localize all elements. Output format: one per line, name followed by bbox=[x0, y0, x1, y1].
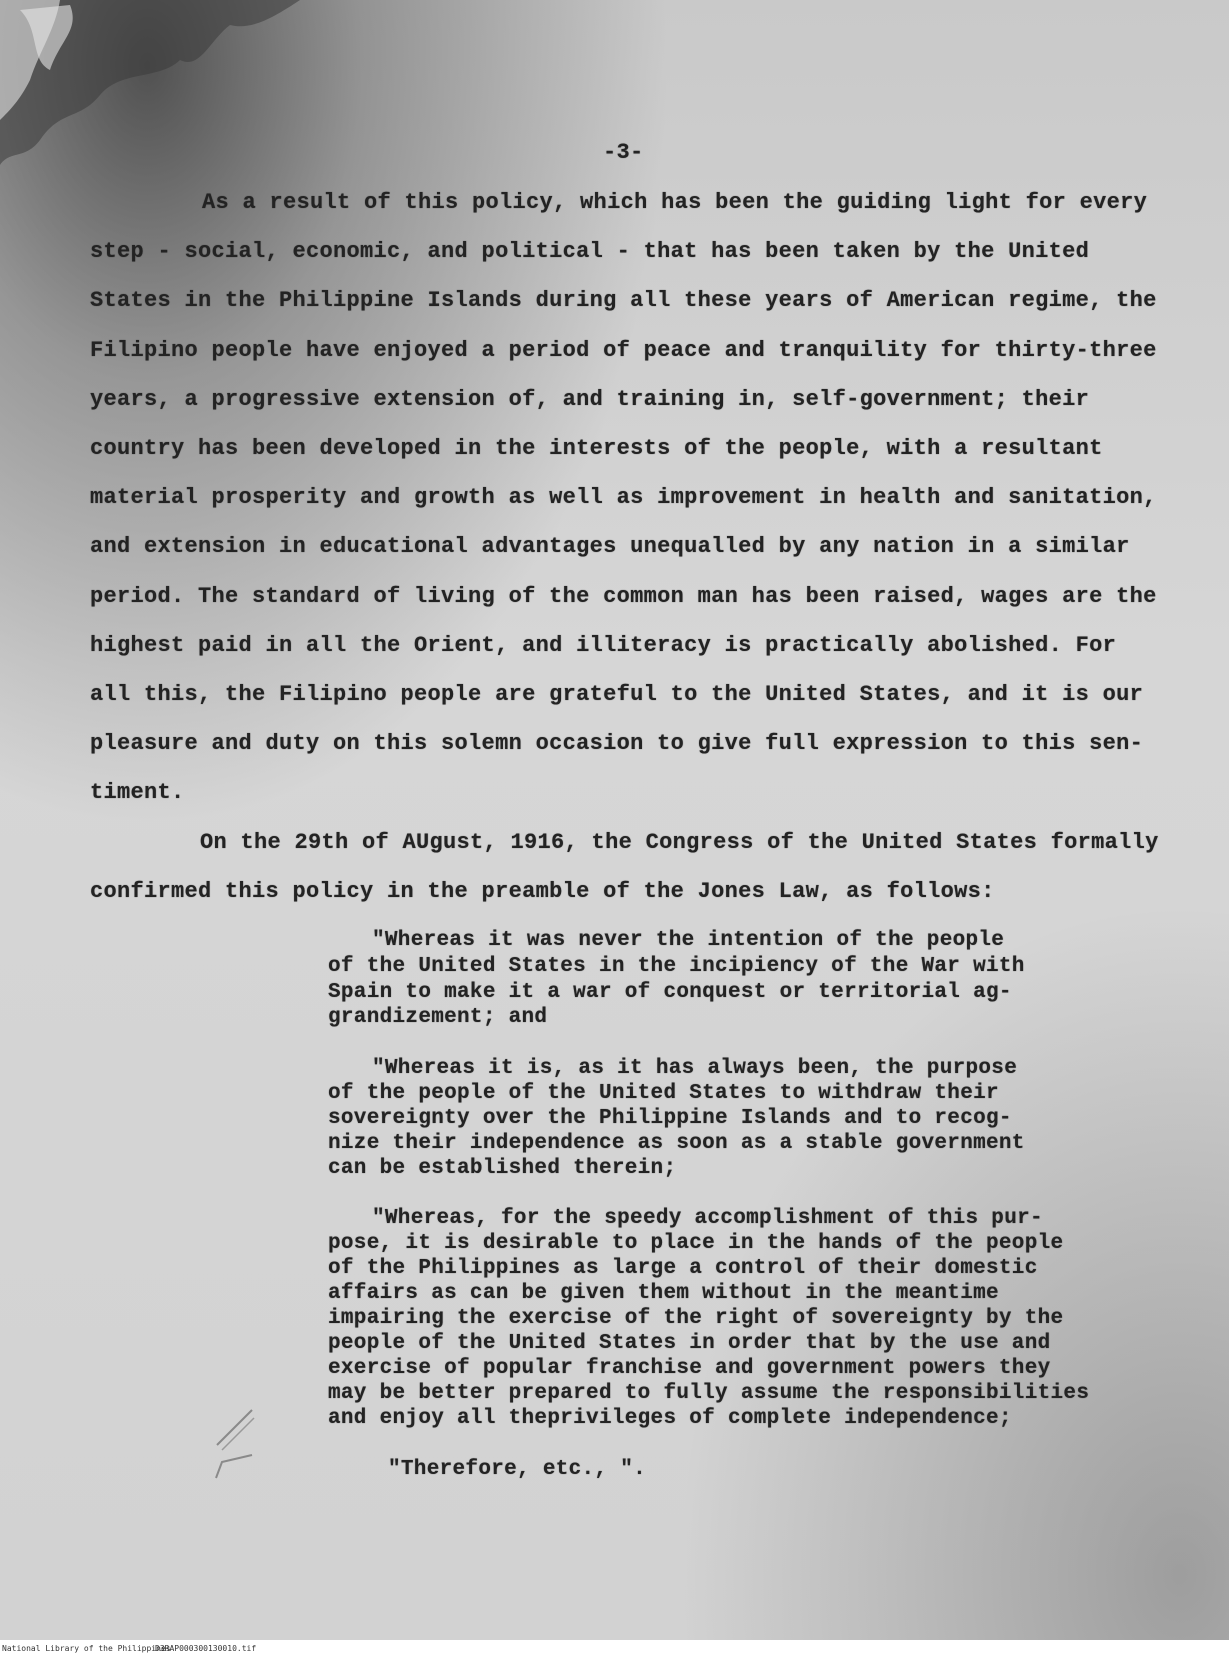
scan-footer bbox=[0, 1640, 1229, 1658]
quote-line: people of the United States in order that by the use and bbox=[328, 1332, 1051, 1355]
quote-line: sovereignty over the Philippine Islands and to recog- bbox=[328, 1107, 1012, 1130]
torn-paper-edge bbox=[0, 0, 360, 170]
quote-line: of the United States in the incipiency of the War with bbox=[328, 955, 1025, 978]
quote-line: of the people of the United States to withdraw their bbox=[328, 1082, 999, 1105]
footer-source: National Library of the Philippines bbox=[2, 1644, 171, 1653]
quote-line: can be established therein; bbox=[328, 1157, 677, 1180]
quote-line: of the Philippines as large a control of their domestic bbox=[328, 1257, 1038, 1280]
paragraph-line: confirmed this policy in the preamble of the Jones Law, as follows: bbox=[90, 879, 995, 904]
paragraph-line: As a result of this policy, which has been the guiding light for every bbox=[202, 190, 1148, 215]
quote-line: and enjoy all theprivileges of complete independence; bbox=[328, 1407, 1012, 1430]
paragraph-line: period. The standard of living of the common man has been raised, wages are the bbox=[90, 584, 1157, 609]
paragraph-line: pleasure and duty on this solemn occasion to give full expression to this sen- bbox=[90, 731, 1144, 756]
quote-line: impairing the exercise of the right of sovereignty by the bbox=[328, 1307, 1064, 1330]
quote-line: may be better prepared to fully assume the responsibilities bbox=[328, 1382, 1090, 1405]
paragraph-line: and extension in educational advantages unequalled by any nation in a similar bbox=[90, 534, 1130, 559]
quote-line: exercise of popular franchise and government powers they bbox=[328, 1357, 1051, 1380]
paragraph-line: Filipino people have enjoyed a period of peace and tranquility for thirty-three bbox=[90, 338, 1157, 363]
quote-line: "Whereas it is, as it has always been, the purpose bbox=[372, 1057, 1018, 1080]
quote-line: "Whereas it was never the intention of the people bbox=[372, 929, 1005, 952]
page-number: -3- bbox=[603, 140, 644, 165]
pencil-mark-icon bbox=[212, 1400, 272, 1480]
paragraph-line: highest paid in all the Orient, and illiteracy is practically abolished. For bbox=[90, 633, 1117, 658]
paragraph-line: country has been developed in the interests of the people, with a resultant bbox=[90, 436, 1103, 461]
paragraph-line: step - social, economic, and political - that has been taken by the United bbox=[90, 239, 1090, 264]
paragraph-line: timent. bbox=[90, 780, 185, 805]
quote-line: "Whereas, for the speedy accomplishment of this pur- bbox=[372, 1207, 1043, 1230]
quote-line: affairs as can be given them without in the meantime bbox=[328, 1282, 999, 1305]
paragraph-line: material prosperity and growth as well as improvement in health and sanitation, bbox=[90, 485, 1157, 510]
paragraph-line: years, a progressive extension of, and training in, self-government; their bbox=[90, 387, 1090, 412]
quote-line: nize their independence as soon as a stable government bbox=[328, 1132, 1025, 1155]
paragraph-line: States in the Philippine Islands during all these years of American regime, the bbox=[90, 288, 1157, 313]
quote-line: pose, it is desirable to place in the hands of the people bbox=[328, 1232, 1064, 1255]
quote-line: Spain to make it a war of conquest or territorial ag- bbox=[328, 981, 1012, 1004]
footer-file-id: D3RAP000300130010.tif bbox=[155, 1644, 257, 1653]
quote-line: grandizement; and bbox=[328, 1006, 548, 1029]
paragraph-line: all this, the Filipino people are grateful to the United States, and it is our bbox=[90, 682, 1144, 707]
paragraph-line: On the 29th of AUgust, 1916, the Congress of the United States formally bbox=[200, 830, 1159, 855]
quote-line: "Therefore, etc., ". bbox=[388, 1458, 647, 1481]
